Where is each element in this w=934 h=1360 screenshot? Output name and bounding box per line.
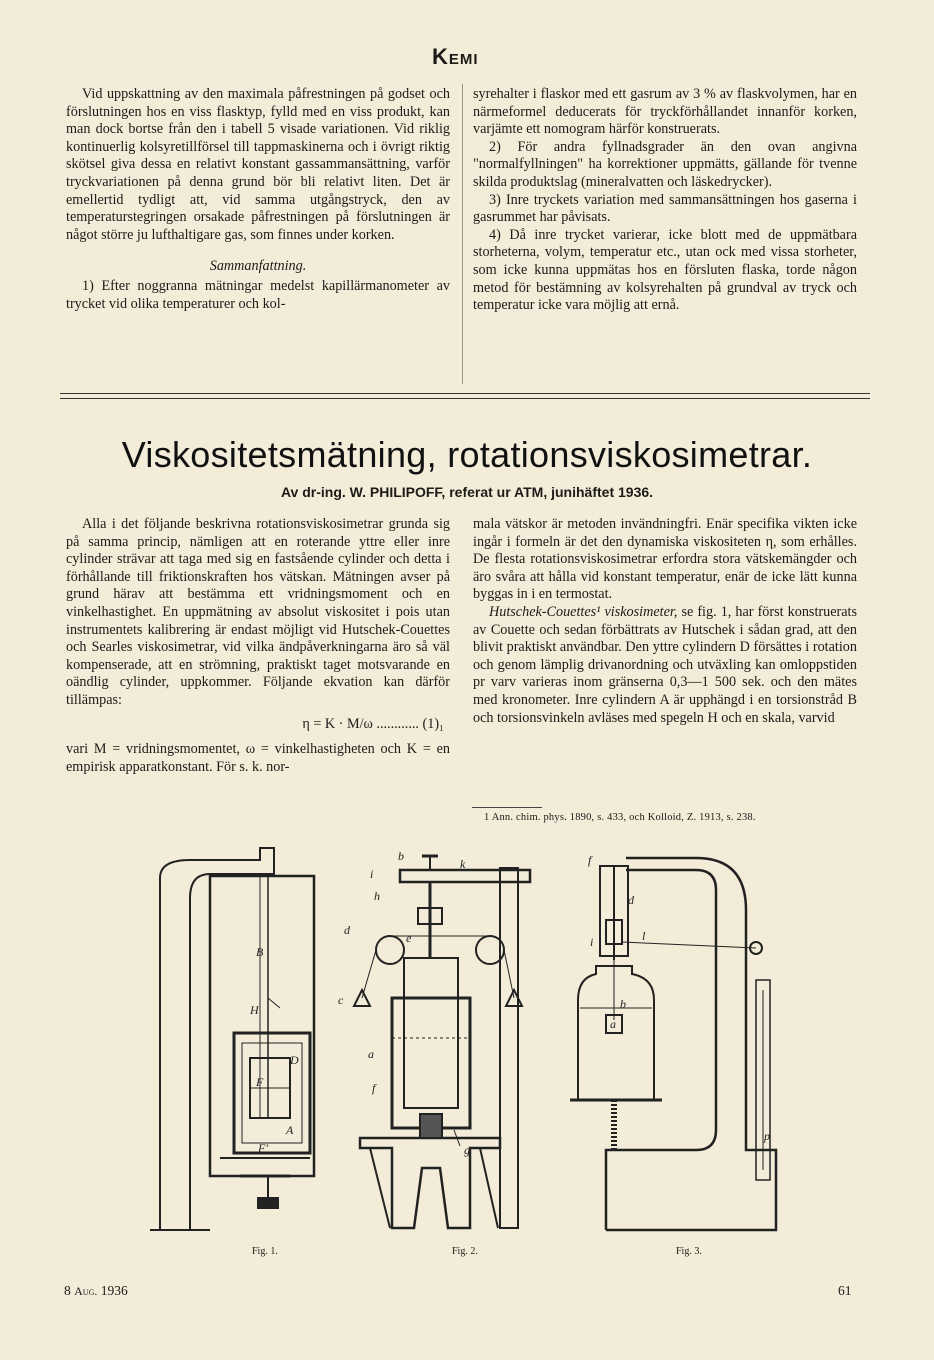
figure-2-caption: Fig. 2. [452, 1246, 478, 1257]
article-right-paragraph-2: Hutschek-Couettes¹ viskosimeter, se fig. 1, har först konstruerats av Couette och sedan förbättrats av Hutschek i sådan grad, att den blivit praktiskt användbar. Den yttre cylindern D försättes i rotation och genom lämplig drivanordning och utväxling kan omloppstiden pr varv varieras inom gränserna 0,3—1 500 sek. och den mätes med kronometer. Inre cylindern A är upphängd i en torsionstråd B och torsionsvinkeln avläses med spegeln H och en skala, varvid [473, 603, 857, 726]
fig2-label-b: b [398, 849, 404, 863]
fig2-label-k: k [460, 857, 466, 871]
fig2-label-d: d [344, 923, 350, 937]
section-separator [60, 393, 870, 399]
fig2-label-e: e [406, 931, 412, 945]
column-divider [462, 84, 463, 384]
fig1-label-d: D [290, 1053, 299, 1067]
fig1-label-h: H [250, 1003, 259, 1017]
fig3-label-b: b [620, 997, 626, 1011]
figure-1-diagram [150, 838, 340, 1238]
article-left-paragraph-2: vari M = vridningsmomentet, ω = vinkelhastigheten och K = en empirisk apparatkonstant. För s. k. nor- [66, 741, 450, 775]
article-right-column [473, 516, 857, 727]
summary-item-3: 3) Inre tryckets variation med sammansättningen hos gaserna i gasrummet har påvisats. [473, 191, 857, 226]
fig2-label-g: g [464, 1143, 470, 1157]
article-title: Viskositetsmätning, rotationsviskosimetrar. [121, 434, 813, 475]
article-right-paragraph-1: mala vätskor är metoden invändningfri. Enär specifika vikten icke ingår i formeln är det den dynamiska viskositeten η, som erhålles. De flesta rotationsviskosimetrar erfordra stora vätskemängder och äro svåra att hålla vid konstant temperatur, enär de icke lätt kunna byggas in i en termostat. [473, 516, 857, 603]
footnote-rule [472, 807, 542, 808]
article-left-column [66, 516, 450, 776]
article-left-paragraph-1: Alla i det följande beskrivna rotationsviskosimetrar grunda sig på samma princip, nämligen att en roterande yttre eller inre cylinder strävar att taga med sig en fastsående cylinder och detta i förhållande till friktionskraften hos vätskan. Mätningen avser på grund härav att bestämma ett vridningsmoment och en vinkelhastighet. En uppmätning av absolut viskositet i pois utan instrumentets kalibrering är endast möjligt vid Hutschek-Couettes och Searles viskosimetrar, vid vilka ändpåverkningarna äro så väl kompenserade, att en strömning, praktiskt taget motsvarande en oändlig cylinder, uppkommer. Följande ekvation kan därför tillämpas: [66, 516, 450, 708]
fig1-label-b: B [256, 945, 264, 959]
fig2-label-f: f [372, 1081, 376, 1095]
fig3-label-a: a [610, 1017, 616, 1031]
figure-3-diagram [566, 850, 796, 1240]
footnote: 1 Ann. chim. phys. 1890, s. 433, och Kolloid, Z. 1913, s. 238. [484, 812, 756, 823]
fig2-label-c: c [338, 993, 344, 1007]
hutschek-lead: Hutschek-Couettes¹ viskosimeter, [489, 603, 678, 620]
summary-item-4: 4) Då inre trycket varierar, icke blott med de uppmätbara storheterna, volym, temperatur etc., utan ock med vissa storheter, som icke kunna uppmätas hos en försluten flaska, torde någon metod för bestämning av kolsyrehalten på grundval av tryck och temperatur icke vara möjlig att ernå. [473, 226, 857, 314]
fig1-label-a: A [286, 1123, 294, 1137]
footer-date: 8 Aug. 1936 [64, 1283, 128, 1298]
fig3-label-p: p [764, 1129, 770, 1143]
top-right-column [473, 86, 857, 315]
fig2-label-h: h [374, 889, 380, 903]
summary-item-1-continued: syrehalter i flaskor med ett gasrum av 3 % av flaskvolymen, har en närmeformel deducerats för tryckförhållandet innanför korken, varjämte ett nomogram härför konstruerats. [473, 86, 857, 138]
fig3-label-i: i [590, 935, 594, 949]
fig2-label-i: i [370, 867, 374, 881]
top-left-paragraph: Vid uppskattning av den maximala påfrestningen på godset och förslutningen hos en viss flasktyp, fylld med en viss produkt, kan man dock bortse från den i tabell 5 visade variationen. Vid riklig kontinuerlig kolsyretillförsel till tappmaskinerna och i övrigt riktig skötsel giva dessa en relativt konstant gassammansättning, varför tryckvariationen på denna grund bör bli relativt liten. Det är emellertid tydligt att, vid samma utgångstryck, den av temperaturstegringen orsakade påfrestningen på förslutningen är något större ju lufthaltigare gas, som finnes under korken. [66, 86, 450, 243]
summary-item-2: 2) För andra fyllnadsgrader än den ovan angivna "normalfyllningen" ha korrektioner uppmätts, gällande för tvenne skilda produktslag (mineralvatten och läskedrycker). [473, 138, 857, 190]
figure-3-caption: Fig. 3. [676, 1246, 702, 1257]
summary-heading: Sammanfattning. [209, 258, 307, 275]
fig2-label-a: a [368, 1047, 374, 1061]
fig3-label-l: l [642, 929, 646, 943]
equation-1: η = K · M/ω ............ (1)₁ [302, 715, 444, 732]
section-header: Kemi [432, 44, 479, 69]
fig1-label-f-prime: F' [258, 1141, 268, 1155]
page-number: 61 [838, 1283, 852, 1298]
top-left-column [66, 86, 450, 313]
fig3-label-d: d [628, 893, 634, 907]
summary-item-1: 1) Efter noggranna mätningar medelst kapillärmanometer av trycket vid olika temperaturer och kol- [66, 277, 450, 312]
figure-1-caption: Fig. 1. [252, 1246, 278, 1257]
fig3-label-f: f [588, 853, 592, 867]
fig1-label-f: F [256, 1075, 264, 1089]
article-byline: Av dr-ing. W. PHILIPOFF, referat ur ATM, junihäftet 1936. [280, 484, 654, 500]
figure-2-diagram [330, 848, 560, 1238]
